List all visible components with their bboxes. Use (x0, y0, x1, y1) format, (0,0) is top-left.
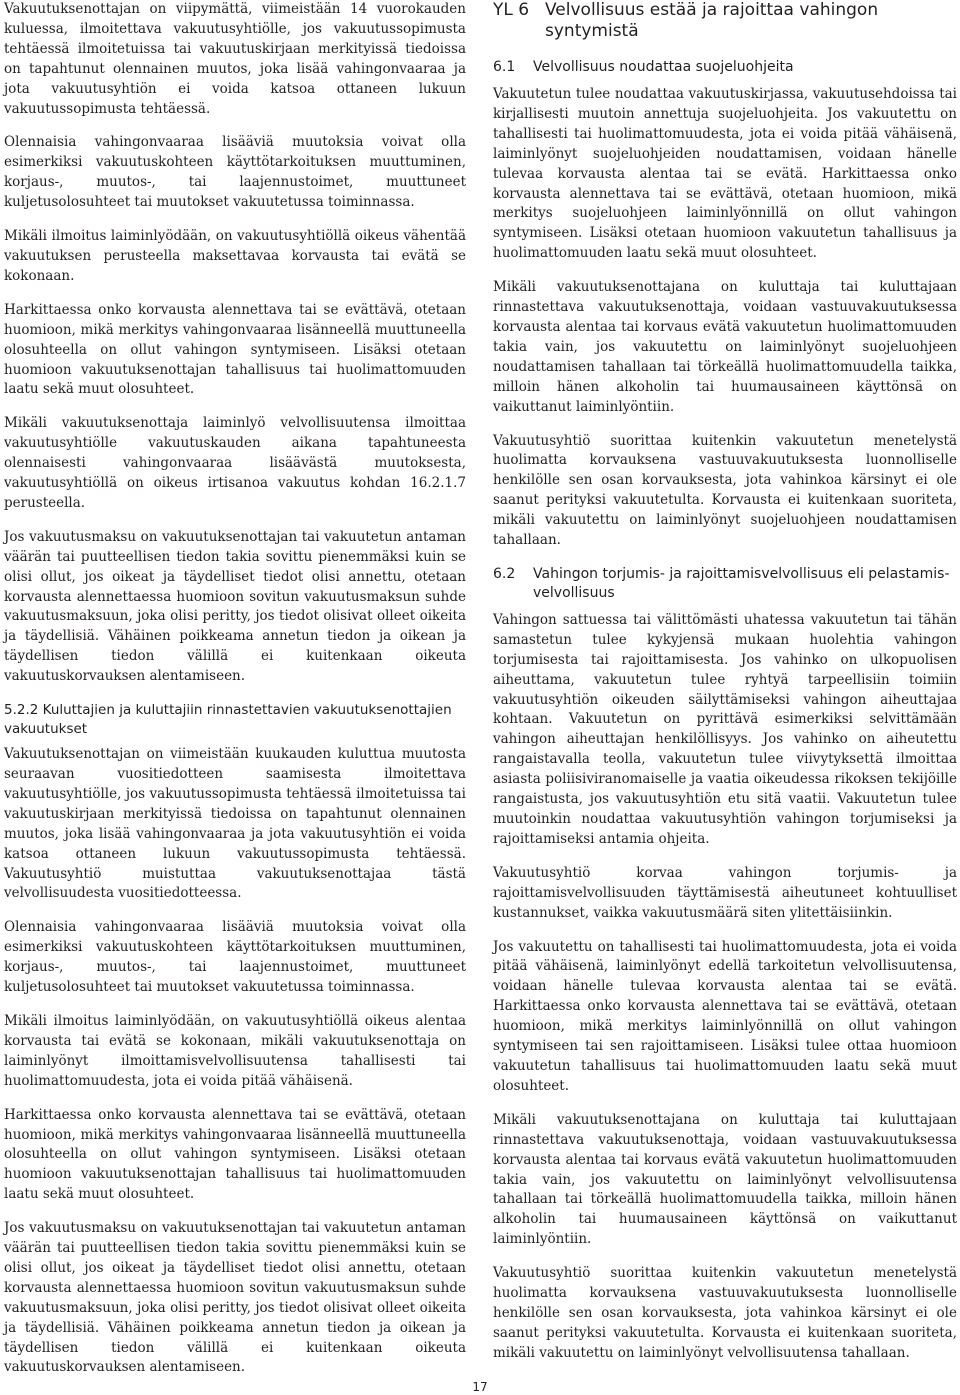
paragraph: Vahingon sattuessa tai välittömästi uhatessa vakuutetun tai tähän samastetun tulee kykyjensä mukaan huolehtia vahingon torjumisesta tai rajoittamisesta. Jos vahinko on ulkopuolisen aiheuttama, vakuutetun tulee ryhtyä tarpeellisiin toimiin vakuutusyhtiön oikeuden säilyttämiseksi vahingon aiheuttajaa kohtaan. Vakuutetun on pyrittävä esimerkiksi selvittämään vahingon aiheuttajan henkilöllisyys. Jos vahinko on aiheutettu rangaistavalla teolla, vakuutetun tulee viivytyksettä ilmoittaa asiasta poliisiviranomaiselle ja vaatia oikeudessa rikoksen tekijöille rangaistusta, jos vakuutusyhtiön etu sitä vaatii. Vakuutetun tulee muutoinkin noudattaa vakuutusyhtiön vahingon torjumiseksi ja rajoittamiseksi antamia ohjeita. (493, 611, 957, 847)
paragraph: Harkittaessa onko korvausta alennettava tai se evättävä, otetaan huomioon, mikä merkitys vahingonvaaraa lisänneellä muuttuneella olosuhteella on ollut vahingon syntymiseen. Lisäksi otetaan huomioon vakuutuksenottajan tahallisuus tai huolimattomuuden laatu sekä muut olosuhteet. (4, 301, 466, 398)
paragraph: Vakuutuksenottajan on viipymättä, viimeistään 14 vuorokauden kuluessa, ilmoitettava vakuutusyhtiölle, jos vakuutussopimusta tehtäessä ilmoitetuissa tai vakuutuskirjaan merkityissä tiedoissa on tapahtunut olennainen muutos, joka lisää vahingonvaaraa ja jota vakuutusyhtiön ei voida katsoa ottaneen lukuun vakuutussopimusta tehtäessä. (4, 1, 466, 117)
paragraph: Olennaisia vahingonvaaraa lisääviä muutoksia voivat olla esimerkiksi vakuutuskohteen käyttötarkoituksen muuttuminen, korjaus-, muutos-, tai laajennustoimet, muuttuneet kuljetusolosuhteet tai muutokset vakuutetussa toiminnassa. (4, 134, 466, 211)
paragraph: Mikäli ilmoitus laiminlyödään, on vakuutusyhtiöllä oikeus alentaa korvausta tai evätä se kokonaan, mikäli vakuutuksenottaja on laiminlyönyt ilmoittamisvelvollisuutensa tahallisesti tai huolimattomuudesta, jota ei voida pitää vähäisenä. (4, 1012, 466, 1089)
paragraph: Olennaisia vahingonvaaraa lisääviä muutoksia voivat olla esimerkiksi vakuutuskohteen käyttötarkoituksen muuttuminen, korjaus-, muutos-, tai laajennustoimet, muuttuneet kuljetusolosuhteet tai muutokset vakuutetussa toiminnassa. (4, 919, 466, 996)
section-heading-6-1 (493, 58, 957, 77)
section-number: 6.1 (493, 59, 516, 75)
paragraph: Harkittaessa onko korvausta alennettava tai se evättävä, otetaan huomioon, mikä merkitys vahingonvaaraa lisänneellä muuttuneella olosuhteella on ollut vahingon syntymiseen. Lisäksi otetaan huomioon vakuutuksenottajan tahallisuus tai huolimattomuuden laatu sekä muut olosuhteet. (4, 1106, 466, 1203)
right-column (493, 0, 957, 1378)
paragraph: Vakuutusyhtiö korvaa vahingon torjumis- ja rajoittamisvelvollisuuden täyttämisestä aiheutuneet kohtuulliset kustannukset, vaikka vakuutusmäärä siten ylitettäisiinkin. (493, 864, 957, 921)
section-heading-6-2 (493, 565, 957, 603)
paragraph: Jos vakuutusmaksu on vakuutuksenottajan tai vakuutetun antaman väärän tai puutteellisen tiedon takia sovittu pienemmäksi kuin se olisi ollut, jos oikeat ja täydelliset tiedot olisi annettu, otetaan korvausta alennettaessa huomioon sovitun vakuutusmaksun suhde vakuutusmaksuun, joka olisi peritty, jos tiedot olisivat olleet oikeita ja täydellisiä. Vähäinen poikkeama annetun tiedon ja oikean ja täydellisen tiedon välillä ei kuitenkaan oikeuta vakuutuskorvauksen alentamiseen. (4, 528, 466, 685)
paragraph: Jos vakuutusmaksu on vakuutuksenottajan tai vakuutetun antaman väärän tai puutteellisen tiedon takia sovittu pienemmäksi kuin se olisi ollut, jos oikeat ja täydelliset tiedot olisi annettu, otetaan korvausta alennettaessa huomioon sovitun vakuutusmaksun suhde vakuutusmaksuun, joka olisi peritty, jos tiedot olisivat olleet oikeita ja täydellisiä. Vähäinen poikkeama annetun tiedon ja oikean ja täydellisen tiedon välillä ei kuitenkaan oikeuta vakuutuskorvauksen alentamiseen. (4, 1220, 466, 1376)
chapter-heading (493, 0, 957, 42)
left-column (4, 0, 466, 1392)
chapter-number: YL 6 (493, 0, 530, 20)
section-heading-5-2-2: 5.2.2 Kuluttajien ja kuluttajiin rinnastettavien vakuutuksenottajien vakuutukset (4, 702, 452, 738)
paragraph: Vakuutusyhtiö suorittaa kuitenkin vakuutetun menetelystä huolimatta korvauksena vastuuvakuutuksesta luonnolliselle henkilölle sen osan korvauksesta, jota vahinkoa kärsinyt ei ole saanut perityksi vakuutetulta. Korvausta ei kuitenkaan suoriteta, mikäli vakuutettu on laiminlyönyt suojeluohjeen noudattamisen tahallaan. (493, 432, 957, 549)
section-number: 6.2 (493, 565, 516, 582)
paragraph: Jos vakuutettu on tahallisesti tai huolimattomuudesta, jota ei voida pitää vähäisenä, laiminlyönyt edellä tarkoitetun velvollisuutensa, voidaan hänelle tulevaa korvausta alentaa tai se evätä. Harkittaessa onko korvausta alennettava tai se evättävä, otetaan huomioon, mikä merkitys laiminlyönnillä on ollut vahingon syntymiseen tai sen rajoittamiseen. Lisäksi tulee ottaa huomioon vakuutetun tahallisuus tai huolimattomuuden laatu sekä muut olosuhteet. (493, 938, 957, 1094)
paragraph: Vakuutuksenottajan on viimeistään kuukauden kuluttua muutosta seuraavan vuositiedotteen saamisesta ilmoitettava vakuutusyhtiölle, jos vakuutussopimusta tehtäessä ilmoitetuissa tai vakuutuskirjaan merkityissä tiedoissa on tapahtunut olennainen muutos, joka lisää vahingonvaaraa ja jota vakuutusyhtiön ei voida katsoa ottaneen lukuun vakuutussopimusta tehtäessä. Vakuutusyhtiö muistuttaa vakuutuksenottajaa tästä velvollisuudesta vuositiedotteessa. (4, 746, 466, 902)
section-title: Velvollisuus noudattaa suojeluohjeita (533, 59, 794, 75)
paragraph: Mikäli vakuutuksenottajana on kuluttaja tai kuluttajaan rinnastettava vakuutuksenottaja, voidaan vastuuvakuutuksessa korvausta alentaa tai korvaus evätä vakuutetun huolimattomuuden takia vain, jos vakuutettu on laiminlyönyt suojeluohjeen noudattamisen tahallaan tai törkeällä huolimattomuudella taikka, milloin hänen alkoholin tai huumausaineen käyttönsä on vaikuttanut laiminlyöntiin. (493, 279, 957, 415)
chapter-title: Velvollisuus estää ja rajoittaa vahingon syntymistä (545, 0, 879, 41)
section-title: Vahingon torjumis- ja rajoittamisvelvollisuus eli pelastamis-velvollisuus (533, 565, 950, 601)
paragraph: Vakuutusyhtiö suorittaa kuitenkin vakuutetun menetelystä huolimatta korvauksena vastuuvakuutuksesta luonnolliselle henkilölle sen osan korvauksesta, jota vahinkoa kärsinyt ei ole saanut perityksi vakuutetulta. Korvausta ei kuitenkaan suoriteta, mikäli vakuutettu on laiminlyönyt velvollisuutensa tahallaan. (493, 1265, 957, 1361)
paragraph: Mikäli ilmoitus laiminlyödään, on vakuutusyhtiöllä oikeus vähentää vakuutuksen perusteella maksettavaa korvausta tai evätä se kokonaan. (4, 228, 466, 284)
paragraph: Mikäli vakuutuksenottajana on kuluttaja tai kuluttajaan rinnastettava vakuutuksenottaja, voidaan vastuuvakuutuksessa korvausta alentaa tai korvaus evätä vakuutetun huolimattomuuden takia vain, jos vakuutettu on laiminlyönyt velvollisuutensa tahallaan tai törkeällä huolimattomuudella taikka, milloin hänen alkoholin tai huumausaineen käyttönsä on vaikuttanut laiminlyöntiin. (493, 1111, 957, 1248)
page-number: 17 (472, 1380, 488, 1394)
paragraph: Mikäli vakuutuksenottaja laiminlyö velvollisuutensa ilmoittaa vakuutusyhtiölle vakuutuskauden aikana tapahtuneesta olennaisesti vahingonvaaraa lisäävästä muutoksesta, vakuutusyhtiöllä on oikeus irtisanoa vakuutus kohdan 16.2.1.7 perusteella. (4, 415, 466, 511)
paragraph: Vakuutetun tulee noudattaa vakuutuskirjassa, vakuutusehdoissa tai kirjallisesti muutoin annettuja suojeluohjeita. Jos vakuutettu on tahallisesti tai huolimattomuudesta, jota ei voida pitää vähäisenä, laiminlyönyt suojeluohjeiden noudattamisen, voidaan hänelle tulevaa korvausta alentaa tai se evätä. Harkittaessa onko korvausta alennettava tai se evättävä, otetaan huomioon, mikä merkitys suojeluohjeen laiminlyönnillä on ollut vahingon syntymiseen. Lisäksi otetaan huomioon vakuutetun tahallisuus ja huolimattomuuden laatu sekä muut olosuhteet. (493, 86, 957, 262)
